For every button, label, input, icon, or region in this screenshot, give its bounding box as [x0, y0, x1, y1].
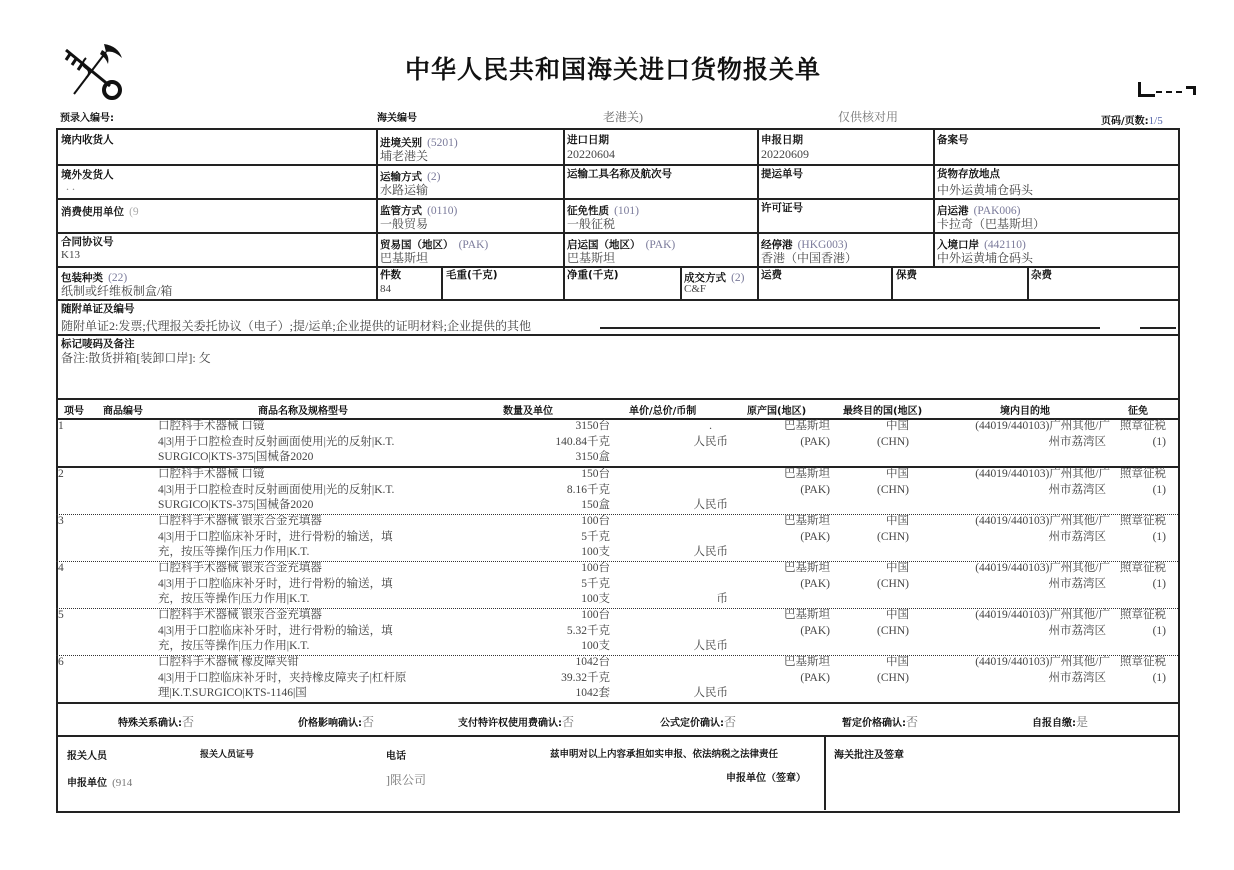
item-levy: [1112, 419, 1166, 450]
consumer-unit-code: (9: [129, 206, 139, 218]
item-dest-country: [856, 514, 909, 545]
attached-documents-label: 随附单证及编号: [61, 303, 135, 315]
levy-code: (1): [1152, 671, 1166, 684]
item-origin: [756, 419, 830, 450]
currency: 人民币: [693, 499, 728, 511]
dest-country-code: (CHN): [877, 577, 909, 590]
origin-name: 巴基斯坦: [784, 656, 830, 668]
divider: [933, 128, 935, 266]
package-type-label: 包装种类: [61, 272, 103, 284]
customs-number-label: 海关编号: [377, 113, 417, 124]
confirm-label: 价格影响确认:: [298, 718, 362, 729]
declaring-unit-seal: 申报单位（签章）: [726, 773, 806, 784]
dest-country-name: 中国: [886, 656, 909, 668]
levy-nature-code: (101): [614, 205, 640, 217]
col-header-levy: 征免: [1128, 406, 1148, 417]
item-dest-country: [856, 608, 909, 639]
dest-country-name: 中国: [886, 562, 909, 574]
customs-note-label: 海关批注及签章: [834, 750, 904, 761]
item-price: [636, 561, 728, 608]
declare-date-label: 申报日期: [761, 134, 803, 146]
origin-code: (PAK): [800, 483, 830, 496]
transport-mode-value: 水路运输: [380, 183, 429, 197]
gross-weight-label: 毛重(千克): [446, 269, 498, 281]
deal-mode-value: C&F: [684, 283, 707, 295]
confirm-value: 否: [906, 715, 919, 729]
item-domestic-dest: [906, 419, 1110, 450]
license-number-label: 许可证号: [761, 202, 803, 214]
declaring-unit-label: 申报单位: [67, 778, 107, 789]
bill-of-lading-label: 提运单号: [761, 168, 803, 180]
domestic-dest-line: 州市荔湾区: [1048, 671, 1106, 684]
entry-customs-value: 埔老港关: [380, 149, 429, 163]
item-dest-country: [856, 561, 909, 592]
qty-line: 100台: [581, 609, 610, 621]
page-indicator: [1101, 109, 1163, 128]
confirm-value: 否: [562, 715, 575, 729]
table-row: [56, 467, 1178, 514]
table-row: [56, 561, 1178, 608]
col-header-destination-country: 最终目的国(地区): [843, 406, 923, 417]
qty-line: 150台: [581, 468, 610, 480]
origin-name: 巴基斯坦: [784, 562, 830, 574]
col-header-domestic-destination: 境内目的地: [1000, 406, 1050, 417]
price-line: .: [709, 420, 712, 432]
item-name-line: 口腔科手术器械 口镜: [158, 420, 265, 432]
item-domestic-dest: [906, 561, 1110, 592]
entry-port-code: (442110): [984, 239, 1026, 251]
customs-emblem-logo: [60, 40, 126, 102]
origin-name: 巴基斯坦: [784, 515, 830, 527]
divider: [563, 128, 565, 299]
col-header-name-spec: 商品名称及规格型号: [258, 406, 348, 417]
item-spec-line: SURGICO|KTS-375|国械备2020: [158, 451, 314, 463]
col-header-price-currency: 单价/总价/币制: [629, 406, 697, 417]
price-line: [636, 483, 728, 499]
currency: 人民币: [693, 640, 728, 652]
dest-country-name: 中国: [886, 468, 909, 480]
phone-label: 电话: [386, 751, 406, 762]
item-number: 2: [58, 468, 64, 480]
item-name-line: 口腔科手术器械 银汞合金充填器: [158, 562, 322, 574]
divider: [56, 702, 1178, 704]
origin-country-label: 启运国（地区）: [567, 239, 641, 251]
dest-country-code: (CHN): [877, 671, 909, 684]
item-levy: [1112, 467, 1166, 498]
col-header-origin-country: 原产国(地区): [747, 406, 807, 417]
item-spec-line: 4|3|用于口腔检查时反射画面使用|光的反射|K.T.: [158, 435, 395, 448]
item-price: [636, 608, 728, 655]
qty-line: 100支: [581, 593, 610, 605]
levy-mode: 照章征税: [1120, 515, 1166, 527]
domestic-dest-line: 州市荔湾区: [1048, 435, 1106, 448]
provisional-price-confirm: [842, 711, 918, 730]
confirm-label: 公式定价确认:: [660, 718, 724, 729]
origin-code: (PAK): [800, 577, 830, 590]
domestic-consignee-label: 境内收货人: [61, 134, 114, 146]
divider: [824, 735, 826, 810]
qty-line: 3150台: [575, 420, 610, 432]
price-line: [636, 514, 728, 530]
item-spec-line: 4|3|用于口腔临床补牙时，进行骨粉的输送，填: [158, 577, 393, 590]
divider: [1027, 266, 1029, 299]
dest-country-code: (CHN): [877, 624, 909, 637]
qty-line: 8.16千克: [566, 483, 610, 496]
qty-line: 39.32千克: [561, 671, 610, 684]
dest-country-name: 中国: [886, 420, 909, 432]
levy-mode: 照章征税: [1120, 656, 1166, 668]
divider: [56, 735, 1178, 737]
confirm-label: 暂定价格确认:: [842, 718, 906, 729]
entry-port-value: 中外运黄埔仓码头: [937, 251, 1034, 265]
qty-line: 100台: [581, 562, 610, 574]
declarant-label: 报关人员: [67, 751, 107, 762]
scan-corner-mark-right: [1186, 86, 1196, 95]
item-dest-country: [856, 655, 909, 686]
origin-code: (PAK): [800, 530, 830, 543]
table-row: [56, 608, 1178, 655]
self-declare-pay-confirm: [1032, 711, 1088, 730]
item-price: [636, 514, 728, 561]
item-name-spec: [158, 514, 393, 561]
formula-pricing-confirm: [660, 711, 736, 730]
declarant-cert-label: 报关人员证号: [200, 750, 255, 760]
item-number: 4: [58, 562, 64, 574]
levy-nature-value: 一般征税: [567, 217, 616, 231]
col-header-quantity-unit: 数量及单位: [503, 406, 553, 417]
item-name-line: 口腔科手术器械 银汞合金充填器: [158, 609, 322, 621]
qty-line: 1042套: [575, 687, 610, 699]
confirm-label: 特殊关系确认:: [118, 718, 182, 729]
record-number-label: 备案号: [937, 134, 969, 146]
page-value: 1/5: [1148, 115, 1163, 127]
customs-number-value: 老港关): [603, 110, 643, 124]
item-name-spec: [158, 655, 406, 702]
origin-country-code: (PAK): [645, 239, 676, 251]
origin-code: (PAK): [800, 624, 830, 637]
item-price: [636, 467, 728, 514]
overseas-shipper-value: . .: [66, 179, 75, 193]
item-name-spec: [158, 561, 393, 608]
dest-country-name: 中国: [886, 515, 909, 527]
item-origin: [756, 514, 830, 545]
scan-corner-mark-dashes: [1156, 91, 1182, 93]
item-spec-line: 充，按压等操作|压力作用|K.T.: [158, 640, 310, 652]
domestic-dest-line: (44019/440103)广州其他/广: [975, 562, 1110, 574]
price-influence-confirm: [298, 711, 374, 730]
table-row: [56, 514, 1178, 561]
departure-port-code: (PAK006): [973, 205, 1021, 217]
item-quantity: [496, 655, 610, 702]
qty-line: 5.32千克: [566, 624, 610, 637]
scan-corner-mark: [1138, 82, 1155, 97]
item-dest-country: [856, 419, 909, 450]
qty-line: 100支: [581, 640, 610, 652]
transit-port-value: 香港（中国香港）: [761, 251, 858, 265]
qty-line: 100台: [581, 515, 610, 527]
item-domestic-dest: [906, 655, 1110, 686]
transit-port-label: 经停港: [761, 239, 793, 251]
divider: [680, 266, 682, 299]
declaring-unit-name: ]限公司: [386, 773, 426, 787]
item-spec-line: SURGICO|KTS-375|国械备2020: [158, 499, 314, 511]
import-date-label: 进口日期: [567, 134, 609, 146]
transport-mode-code: (2): [427, 171, 441, 183]
package-type-value: 纸制或纤维板制盒/箱: [61, 284, 173, 298]
item-spec-line: 充，按压等操作|压力作用|K.T.: [158, 593, 310, 605]
confirm-value: 否: [182, 715, 195, 729]
price-line: [636, 608, 728, 624]
consumer-unit-field: [61, 200, 139, 219]
pieces-value: 84: [380, 283, 391, 295]
domestic-dest-line: (44019/440103)广州其他/广: [975, 468, 1110, 480]
divider: [56, 299, 1178, 301]
item-domestic-dest: [906, 608, 1110, 639]
trade-country-value: 巴基斯坦: [380, 251, 429, 265]
supervision-mode-code: (0110): [427, 205, 458, 217]
trade-country-code: (PAK): [458, 239, 489, 251]
item-origin: [756, 608, 830, 639]
currency: 人民币: [693, 546, 728, 558]
item-quantity: [496, 419, 610, 466]
currency: 人民币: [693, 435, 728, 448]
levy-mode: 照章征税: [1120, 609, 1166, 621]
currency: 人民币: [693, 687, 728, 699]
levy-mode: 照章征税: [1120, 562, 1166, 574]
levy-mode: 照章征税: [1120, 420, 1166, 432]
deal-mode-code: (2): [731, 272, 745, 284]
domestic-dest-line: (44019/440103)广州其他/广: [975, 515, 1110, 527]
marks-remarks-value: 备注:散货拼箱[装卸口岸]: 攵: [61, 351, 211, 365]
marks-remarks-label: 标记唛码及备注: [61, 338, 135, 350]
vessel-voyage-label: 运输工具名称及航次号: [567, 168, 672, 180]
domestic-dest-line: 州市荔湾区: [1048, 483, 1106, 496]
item-number: 1: [58, 420, 64, 432]
misc-fee-label: 杂费: [1031, 269, 1052, 281]
overseas-shipper-label: 境外发货人: [61, 169, 114, 181]
page-label: 页码/页数:: [1101, 116, 1149, 127]
pre-entry-number-label: 预录入编号:: [60, 113, 114, 124]
origin-code: (PAK): [800, 435, 830, 448]
royalty-payment-confirm: [458, 711, 574, 730]
contract-number-label: 合同协议号: [61, 236, 114, 248]
divider: [56, 334, 1178, 336]
price-line: [636, 467, 728, 483]
price-line: [636, 655, 728, 671]
item-spec-line: 充，按压等操作|压力作用|K.T.: [158, 546, 310, 558]
redaction-line: [1140, 327, 1176, 329]
item-spec-line: 4|3|用于口腔临床补牙时，进行骨粉的输送，填: [158, 530, 393, 543]
item-domestic-dest: [906, 467, 1110, 498]
origin-code: (PAK): [800, 671, 830, 684]
item-levy: [1112, 608, 1166, 639]
domestic-dest-line: (44019/440103)广州其他/广: [975, 420, 1110, 432]
trade-country-label: 贸易国（地区）: [380, 239, 454, 251]
price-line: [636, 671, 728, 687]
transit-port-code: (HKG003): [797, 239, 848, 251]
declaring-unit-code: (914: [112, 777, 133, 789]
pieces-label: 件数: [380, 269, 401, 281]
dest-country-name: 中国: [886, 609, 909, 621]
item-name-spec: [158, 419, 394, 466]
price-line: [636, 530, 728, 546]
levy-code: (1): [1152, 577, 1166, 590]
attached-documents-value: 随附单证2:发票;代理报关委托协议（电子）;提/运单;企业提供的证明材料;企业提供的其他: [61, 319, 532, 333]
divider: [56, 398, 1178, 400]
for-verification-only-watermark: 仅供核对用: [838, 110, 899, 124]
departure-port-value: 卡拉奇（巴基斯坦）: [937, 217, 1046, 231]
table-row: [56, 419, 1178, 466]
confirm-value: 是: [1076, 715, 1089, 729]
consumer-unit-label: 消费使用单位: [61, 206, 124, 218]
item-origin: [756, 655, 830, 686]
supervision-mode-label: 监管方式: [380, 205, 422, 217]
currency: 币: [716, 593, 728, 605]
qty-line: 150盒: [581, 499, 610, 511]
freight-label: 运费: [761, 269, 782, 281]
divider: [757, 128, 759, 299]
item-quantity: [496, 561, 610, 608]
price-line: [636, 624, 728, 640]
levy-mode: 照章征税: [1120, 468, 1166, 480]
domestic-dest-line: (44019/440103)广州其他/广: [975, 656, 1110, 668]
qty-line: 5千克: [581, 577, 610, 590]
dest-country-code: (CHN): [877, 435, 909, 448]
origin-name: 巴基斯坦: [784, 420, 830, 432]
confirm-label: 自报自缴:: [1032, 718, 1076, 729]
departure-port-label: 启运港: [937, 205, 969, 217]
item-quantity: [496, 467, 610, 514]
confirm-value: 否: [724, 715, 737, 729]
domestic-dest-line: 州市荔湾区: [1048, 530, 1106, 543]
confirm-label: 支付特许权使用费确认:: [458, 718, 562, 729]
levy-code: (1): [1152, 530, 1166, 543]
origin-name: 巴基斯坦: [784, 609, 830, 621]
domestic-dest-line: (44019/440103)广州其他/广: [975, 609, 1110, 621]
item-levy: [1112, 655, 1166, 686]
declare-date-value: 20220609: [761, 147, 809, 161]
domestic-dest-line: 州市荔湾区: [1048, 577, 1106, 590]
item-origin: [756, 467, 830, 498]
col-header-commodity-code: 商品编号: [103, 406, 143, 417]
item-domestic-dest: [906, 514, 1110, 545]
qty-line: 140.84千克: [555, 435, 610, 448]
qty-line: 100支: [581, 546, 610, 558]
price-line: [636, 577, 728, 593]
import-date-value: 20220604: [567, 147, 615, 161]
entry-customs-code: (5201): [427, 137, 458, 149]
item-quantity: [496, 608, 610, 655]
divider: [441, 266, 443, 299]
package-type-code: (22): [108, 272, 128, 284]
insurance-label: 保费: [896, 269, 917, 281]
entry-customs-label: 进境关别: [380, 137, 422, 149]
redaction-line: [600, 327, 1100, 329]
item-spec-line: 理|K.T.SURGICO|KTS-1146|国: [158, 687, 307, 699]
contract-number-value: K13: [61, 249, 80, 261]
item-levy: [1112, 514, 1166, 545]
item-quantity: [496, 514, 610, 561]
item-number: 6: [58, 656, 64, 668]
dest-country-code: (CHN): [877, 483, 909, 496]
deal-mode-label: 成交方式: [684, 272, 726, 284]
col-header-item-no: 项号: [64, 406, 84, 417]
divider: [376, 128, 378, 299]
special-relationship-confirm: [118, 711, 194, 730]
item-spec-line: 4|3|用于口腔临床补牙时，夹持橡皮障夹子|杠杆原: [158, 671, 407, 684]
levy-code: (1): [1152, 483, 1166, 496]
item-price: [636, 419, 728, 450]
legal-statement: 兹申明对以上内容承担如实申报、依法纳税之法律责任: [550, 749, 779, 760]
item-dest-country: [856, 467, 909, 498]
item-number: 5: [58, 609, 64, 621]
key-caduceus-icon: [60, 40, 126, 102]
item-name-line: 口腔科手术器械 橡皮障夹钳: [158, 656, 299, 668]
levy-nature-label: 征免性质: [567, 205, 609, 217]
supervision-mode-value: 一般贸易: [380, 217, 429, 231]
item-levy: [1112, 561, 1166, 592]
qty-line: 3150盒: [575, 451, 610, 463]
levy-code: (1): [1152, 435, 1166, 448]
item-name-spec: [158, 467, 394, 514]
item-number: 3: [58, 515, 64, 527]
confirm-value: 否: [362, 715, 375, 729]
item-name-line: 口腔科手术器械 口镜: [158, 468, 265, 480]
levy-code: (1): [1152, 624, 1166, 637]
dest-country-code: (CHN): [877, 530, 909, 543]
transport-mode-label: 运输方式: [380, 171, 422, 183]
qty-line: 1042台: [575, 656, 610, 668]
price-line: [636, 561, 728, 577]
storage-location-value: 中外运黄埔仓码头: [937, 183, 1034, 197]
origin-name: 巴基斯坦: [784, 468, 830, 480]
item-spec-line: 4|3|用于口腔检查时反射画面使用|光的反射|K.T.: [158, 483, 395, 496]
qty-line: 5千克: [581, 530, 610, 543]
storage-location-label: 货物存放地点: [937, 168, 1000, 180]
divider: [891, 266, 893, 299]
item-name-spec: [158, 608, 393, 655]
domestic-dest-line: 州市荔湾区: [1048, 624, 1106, 637]
declaring-unit: [67, 771, 132, 790]
entry-port-label: 入境口岸: [937, 239, 979, 251]
table-row: [56, 655, 1178, 702]
origin-country-value: 巴基斯坦: [567, 251, 616, 265]
item-price: [636, 655, 728, 702]
net-weight-label: 净重(千克): [567, 269, 619, 281]
item-spec-line: 4|3|用于口腔临床补牙时，进行骨粉的输送，填: [158, 624, 393, 637]
form-title: 中华人民共和国海关进口货物报关单: [405, 55, 822, 84]
item-origin: [756, 561, 830, 592]
item-name-line: 口腔科手术器械 银汞合金充填器: [158, 515, 322, 527]
